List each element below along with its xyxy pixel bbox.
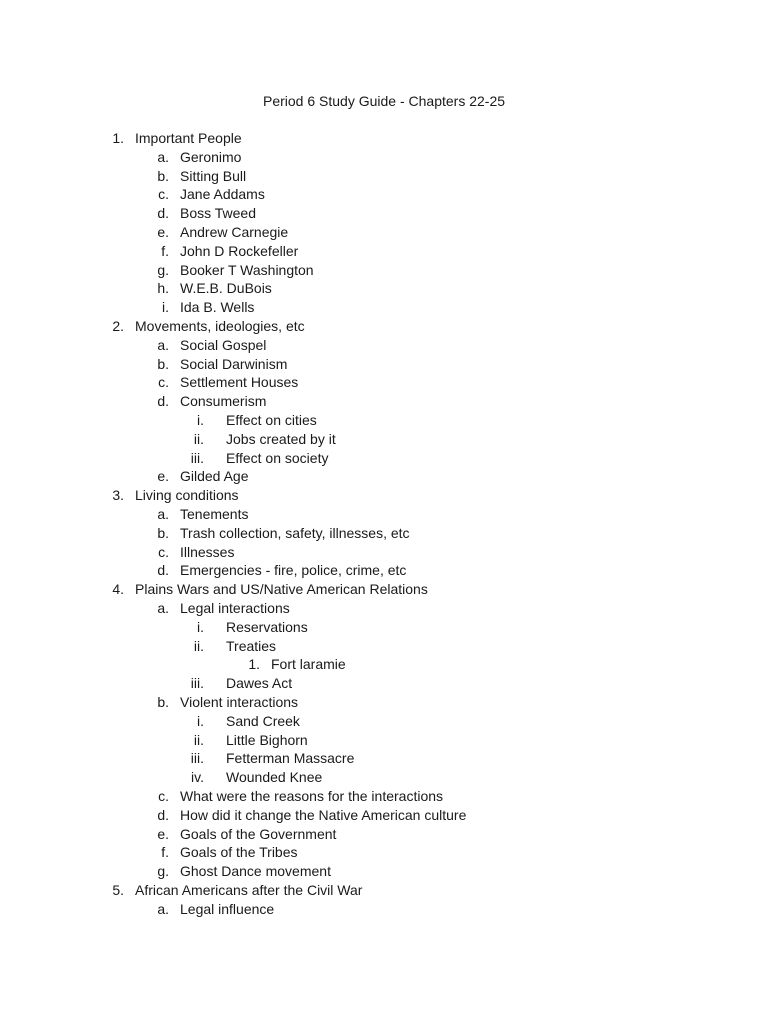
outline-item-level-3 xyxy=(0,430,768,449)
outline-item-level-1 xyxy=(0,317,768,336)
outline-text: Living conditions xyxy=(135,487,239,504)
outline-marker: iv. xyxy=(191,769,204,786)
outline-text: Sitting Bull xyxy=(180,167,247,184)
outline-marker: 5. xyxy=(112,882,124,898)
outline-text: Goals of the Tribes xyxy=(180,844,298,861)
outline-text: Andrew Carnegie xyxy=(180,224,289,240)
outline-text: Booker T Washington xyxy=(180,261,314,278)
outline-text: Sand Creek xyxy=(226,712,300,729)
outline-marker: f. xyxy=(161,242,169,259)
outline-text: Jobs created by it xyxy=(226,430,336,447)
outline-marker: g. xyxy=(157,863,169,880)
outline-item-level-2 xyxy=(0,561,768,580)
outline-marker: ii. xyxy=(193,731,204,748)
outline-marker: d. xyxy=(157,562,169,579)
outline-text: Plains Wars and US/Native American Relations xyxy=(135,581,428,598)
outline-item-level-3 xyxy=(0,749,768,768)
outline-marker: e. xyxy=(157,224,169,240)
outline-marker: b. xyxy=(157,355,169,372)
outline-marker: i. xyxy=(197,412,204,428)
outline-item-level-2 xyxy=(0,148,768,167)
outline-text: Tenements xyxy=(180,506,249,522)
outline-item-level-2 xyxy=(0,505,768,524)
outline-marker: ii. xyxy=(193,637,204,654)
outline-text: How did it change the Native American culture xyxy=(180,806,467,823)
outline-marker: ii. xyxy=(193,430,204,447)
outline-text: Legal influence xyxy=(180,900,275,917)
outline-item-level-3 xyxy=(0,411,768,430)
outline-item-level-2 xyxy=(0,261,768,280)
outline-item-level-2 xyxy=(0,524,768,543)
outline-item-level-2 xyxy=(0,392,768,411)
outline-item-level-1 xyxy=(0,881,768,900)
outline-text: Effect on society xyxy=(226,449,329,466)
outline-text: Trash collection, safety, illnesses, etc xyxy=(180,524,410,541)
outline-text: Geronimo xyxy=(180,148,242,165)
outline-item-level-1 xyxy=(0,580,768,599)
outline-marker: c. xyxy=(158,374,169,391)
outline-item-level-2 xyxy=(0,787,768,806)
outline-marker: h. xyxy=(157,280,169,297)
outline-text: Effect on cities xyxy=(226,412,317,428)
outline-text: Wounded Knee xyxy=(226,769,323,786)
outline-marker: b. xyxy=(157,524,169,541)
outline-item-level-2 xyxy=(0,298,768,317)
outline-item-level-2 xyxy=(0,167,768,186)
outline-item-level-3 xyxy=(0,768,768,787)
outline-marker: i. xyxy=(197,618,204,635)
outline-marker: d. xyxy=(157,205,169,222)
outline-item-level-3 xyxy=(0,449,768,468)
outline-marker: d. xyxy=(157,393,169,410)
outline-text: Dawes Act xyxy=(226,675,293,692)
outline-text: Fetterman Massacre xyxy=(226,750,355,767)
outline-text: Settlement Houses xyxy=(180,374,299,391)
outline-marker: iii. xyxy=(190,750,204,767)
outline-text: Important People xyxy=(135,130,242,146)
outline-marker: c. xyxy=(158,788,169,804)
outline-text: Boss Tweed xyxy=(180,205,257,222)
outline-text: Social Gospel xyxy=(180,336,267,353)
outline-item-level-2 xyxy=(0,843,768,862)
outline-item-level-3 xyxy=(0,637,768,656)
outline-marker: iii. xyxy=(190,675,204,692)
outline-item-level-2 xyxy=(0,185,768,204)
outline-text: Movements, ideologies, etc xyxy=(135,318,305,334)
outline-item-level-2 xyxy=(0,204,768,223)
outline-marker: 3. xyxy=(112,487,124,504)
outline-item-level-3 xyxy=(0,674,768,693)
outline-text: Fort laramie xyxy=(271,656,346,673)
outline-item-level-3 xyxy=(0,618,768,637)
outline-item-level-1 xyxy=(0,129,768,148)
outline-text: Emergencies - fire, police, crime, etc xyxy=(180,562,407,579)
outline-text: Ida B. Wells xyxy=(180,299,255,316)
outline-marker: f. xyxy=(161,844,169,861)
outline-marker: g. xyxy=(157,261,169,278)
outline-text: Consumerism xyxy=(180,393,267,410)
outline-item-level-3 xyxy=(0,712,768,731)
outline-text: Violent interactions xyxy=(180,694,299,710)
outline-marker: c. xyxy=(158,543,169,560)
outline-text: Jane Addams xyxy=(180,186,265,203)
outline-item-level-3 xyxy=(0,731,768,750)
outline-item-level-2 xyxy=(0,373,768,392)
outline-item-level-2 xyxy=(0,599,768,618)
outline-item-level-2 xyxy=(0,862,768,881)
outline-text: Legal interactions xyxy=(180,600,290,616)
outline-marker: b. xyxy=(157,167,169,184)
outline-text: Little Bighorn xyxy=(226,731,308,748)
outline-marker: a. xyxy=(157,506,169,522)
outline-text: Social Darwinism xyxy=(180,355,288,372)
outline-text: Illnesses xyxy=(180,543,235,560)
outline-marker: iii. xyxy=(190,449,204,466)
outline-text: What were the reasons for the interactions xyxy=(180,788,444,804)
outline-marker: c. xyxy=(158,186,169,203)
outline-marker: i. xyxy=(197,712,204,729)
outline-item-level-2 xyxy=(0,336,768,355)
outline-item-level-2 xyxy=(0,806,768,825)
outline-text: African Americans after the Civil War xyxy=(135,882,363,898)
outline-marker: a. xyxy=(157,148,169,165)
outline-item-level-2 xyxy=(0,825,768,844)
outline-item-level-2 xyxy=(0,693,768,712)
outline-marker: a. xyxy=(157,336,169,353)
outline-item-level-2 xyxy=(0,467,768,486)
outline-item-level-2 xyxy=(0,900,768,919)
outline-marker: 1. xyxy=(112,130,124,146)
outline-text: Treaties xyxy=(226,637,277,654)
outline-item-level-2 xyxy=(0,242,768,261)
outline-text: John D Rockefeller xyxy=(180,242,299,259)
outline-marker: e. xyxy=(157,468,169,485)
outline-text: W.E.B. DuBois xyxy=(180,280,272,297)
outline-text: Reservations xyxy=(226,618,308,635)
outline-marker: i. xyxy=(162,299,169,316)
outline-text: Gilded Age xyxy=(180,468,249,485)
outline-marker: e. xyxy=(157,825,169,842)
outline-item-level-1 xyxy=(0,486,768,505)
outline-item-level-4 xyxy=(0,655,768,674)
outline-marker: b. xyxy=(157,694,169,710)
outline-text: Ghost Dance movement xyxy=(180,863,331,880)
page-title: Period 6 Study Guide - Chapters 22-25 xyxy=(262,93,506,109)
outline-marker: a. xyxy=(157,900,169,917)
outline-item-level-2 xyxy=(0,223,768,242)
outline-item-level-2 xyxy=(0,279,768,298)
outline-marker: 1. xyxy=(248,656,260,673)
outline-item-level-2 xyxy=(0,543,768,562)
outline-marker: 4. xyxy=(112,581,124,598)
outline-marker: 2. xyxy=(112,318,124,334)
outline-text: Goals of the Government xyxy=(180,825,337,842)
outline-item-level-2 xyxy=(0,355,768,374)
outline-marker: d. xyxy=(157,806,169,823)
outline-marker: a. xyxy=(157,600,169,616)
